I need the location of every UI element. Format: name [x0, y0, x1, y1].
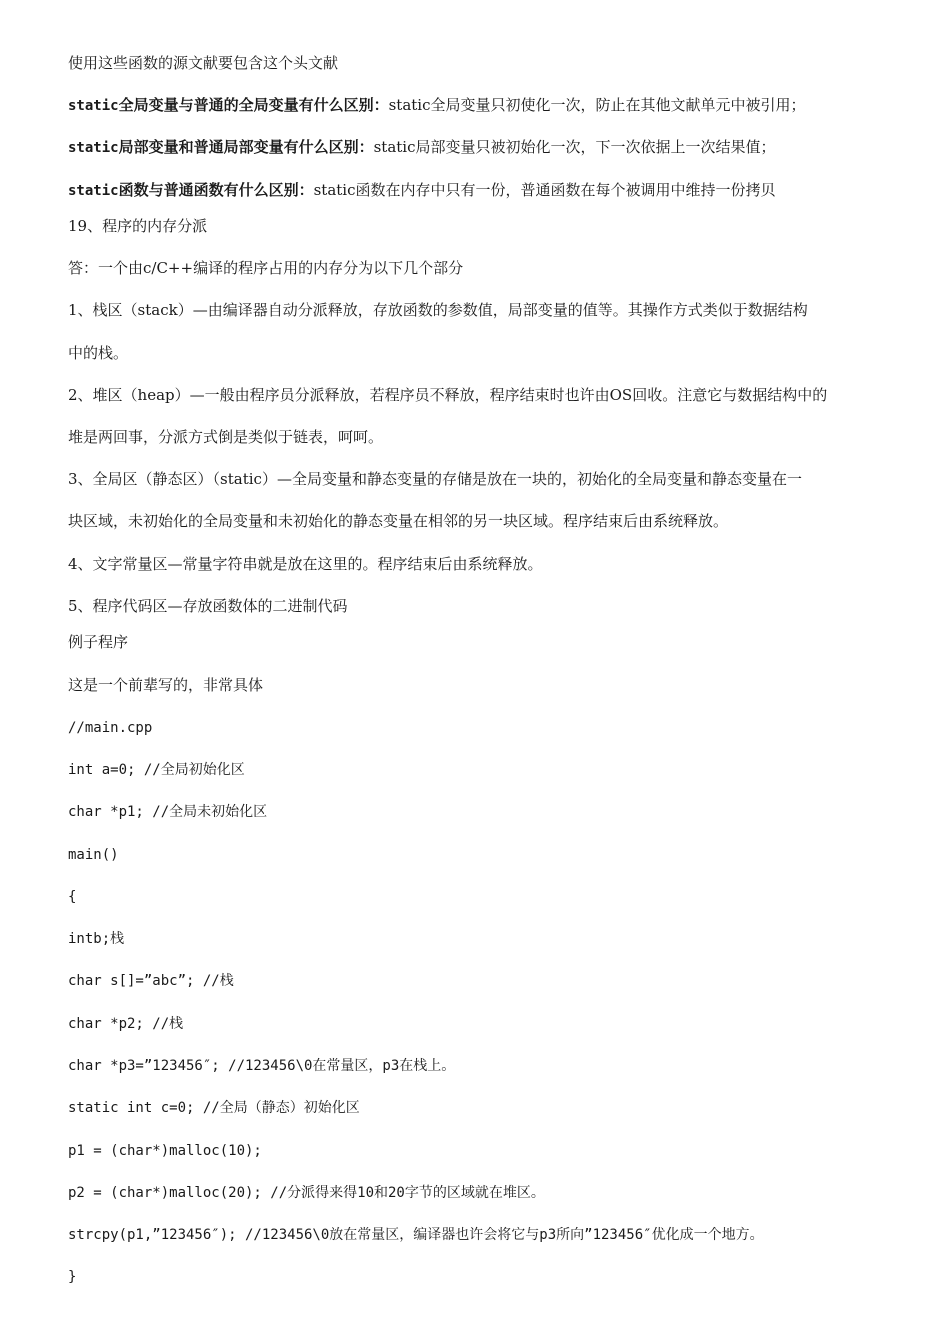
qa-question: 全局变量与普通的全局变量有什么区别： — [118, 96, 389, 114]
code-text: p1 = (char*)malloc(10); — [68, 1143, 262, 1159]
code-text: { — [68, 889, 77, 905]
item-line-8: 5、程序代码区—存放函数体的二进制代码 — [68, 597, 348, 615]
qa-line-2 — [68, 137, 910, 158]
qa-keyword: static — [68, 140, 119, 156]
item-line-2: 中的栈。 — [68, 344, 129, 362]
qa-keyword: static — [68, 183, 119, 199]
item-line-7: 4、文字常量区—常量字符串就是放在这里的。程序结束后由系统释放。 — [68, 555, 543, 573]
code-text: char *p2; //栈 — [68, 1016, 184, 1032]
qa-line-1 — [68, 95, 910, 116]
code-line — [68, 759, 910, 780]
qa-question: 函数与普通函数有什么区别： — [118, 181, 314, 199]
example-note: 这是一个前辈写的，非常具体 — [68, 676, 264, 694]
code-line — [68, 886, 910, 907]
code-text: p2 = (char*)malloc(20); //分派得来得10和20字节的区域就在堆区。 — [68, 1185, 545, 1201]
qa-answer: static函数在内存中只有一份，普通函数在每个被调用中维持一份拷贝 — [313, 181, 776, 199]
code-text: //main.cpp — [68, 720, 153, 736]
example-title: 例子程序 — [68, 633, 129, 651]
code-line — [68, 717, 910, 738]
section-title: 19、程序的内存分派 — [68, 217, 208, 235]
code-line — [68, 1266, 910, 1287]
item-line-5: 3、全局区（静态区）（static）—全局变量和静态变量的存储是放在一块的，初始化的全局变量和静态变量在一 — [68, 470, 802, 488]
qa-answer: static局部变量只被初始化一次，下一次依据上一次结果值； — [373, 138, 776, 156]
qa-keyword: static — [68, 98, 119, 114]
qa-answer: static全局变量只初使化一次，防止在其他文献单元中被引用； — [388, 96, 806, 114]
code-text: intb;栈 — [68, 931, 125, 947]
item-line-3: 2、堆区（heap）—一般由程序员分派释放，若程序员不释放，程序结束时也许由OS回收。注意它与数据结构中的 — [68, 386, 828, 404]
code-line — [68, 1224, 910, 1245]
code-text: main() — [68, 847, 119, 863]
code-text: char s[]=”abc”; //栈 — [68, 973, 234, 989]
answer-intro: 答：一个由c/C++编译的程序占用的内存分为以下几个部分 — [68, 259, 464, 277]
code-line — [68, 970, 910, 991]
qa-line-3 — [68, 180, 910, 201]
code-text: } — [68, 1269, 77, 1285]
code-line — [68, 1097, 910, 1118]
code-line — [68, 1013, 910, 1034]
code-text: strcpy(p1,”123456″); //123456\0放在常量区，编译器也许会将它与p3所向”123456″优化成一个地方。 — [68, 1227, 764, 1243]
code-text: char *p1; //全局未初始化区 — [68, 804, 268, 820]
item-line-1: 1、栈区（stack）—由编译器自动分派释放，存放函数的参数值，局部变量的值等。其操作方式类似于数据结构 — [68, 301, 808, 319]
code-line — [68, 801, 910, 822]
intro-line: 使用这些函数的源文献要包含这个头文献 — [68, 54, 339, 72]
code-line — [68, 1055, 910, 1076]
item-line-6: 块区域，未初始化的全局变量和未初始化的静态变量在相邻的另一块区域。程序结束后由系统释放。 — [68, 512, 729, 530]
code-text: char *p3=”123456″; //123456\0在常量区，p3在栈上。 — [68, 1058, 456, 1074]
code-line — [68, 1140, 910, 1161]
qa-question: 局部变量和普通局部变量有什么区别： — [118, 138, 374, 156]
code-line — [68, 928, 910, 949]
item-line-4: 堆是两回事，分派方式倒是类似于链表，呵呵。 — [68, 428, 384, 446]
code-text: static int c=0; //全局（静态）初始化区 — [68, 1100, 360, 1116]
code-line — [68, 844, 910, 865]
code-text: int a=0; //全局初始化区 — [68, 762, 245, 778]
code-line — [68, 1182, 910, 1203]
